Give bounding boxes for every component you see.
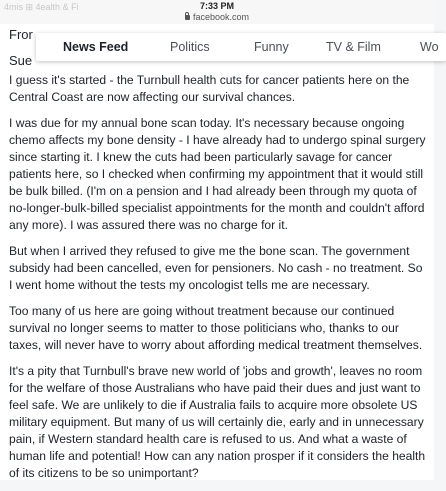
tab-tv-film[interactable]: TV & Film [326,40,381,54]
author-name[interactable]: Sue [9,53,33,68]
tab-politics[interactable]: Politics [170,40,210,54]
address-url: facebook.com [192,12,250,22]
tab-funny[interactable]: Funny [254,40,289,54]
address-bar[interactable] [0,12,434,22]
tab-world[interactable]: Wo [420,40,439,54]
tab-news-feed[interactable]: News Feed [63,40,129,54]
post-paragraph: I was due for my annual bone scan today. It's necessary because ongoing chemo affects my bone density - I have already had to undergo spinal surgery since starting it. I knew the cuts had been particularly savage for cancer patients here, so I checked when confirming my appointment that it would still be bulk billed. (I'm on a pension and I had already been through my quota of no-longer-bulk-billed specialist appointments for the month and couldn't afford any more). I was assured there was no charge for it. [9,116,426,232]
carrier-text: 4mis ⊞ 4ealth & Fi [4,2,79,12]
page [0,24,439,480]
post-paragraph: It's a pity that Turnbull's brave new world of 'jobs and growth', leaves no room for the welfare of those Australians who have paid their dues and just want to feel safe. We are unlikely to die if Australia fails to acquire more obsolete US military equipment. But many of us will certainly die, early and in unnecessary pain, if Western standard health care is refused to us. And what a waste of human life and potential! How can any nation prosper if it considers the health of its citizens to be so unimportant? [9,364,426,480]
feed-tab-bar [36,33,446,61]
status-time: 7:33 PM [199,1,234,11]
from-label: Fror [9,27,33,42]
post-paragraph: Too many of us here are going without treatment because our continued survival no longer seems to matter to those politicians who, thanks to our taxes, will never have to worry about affording medical treatment themselves. [9,304,423,352]
post-paragraph: I guess it's started - the Turnbull health cuts for cancer patients here on the Central Coast are now affecting our survival chances. [9,73,410,104]
post-paragraph: But when I arrived they refused to give me the bone scan. The government subsidy had been cancelled, even for pensioners. No cash - no treatment. So I went home without the tests my oncologist tells me are necessary. [9,244,423,292]
lock-icon [185,15,190,20]
post-body [9,72,429,491]
status-bar [0,0,434,24]
